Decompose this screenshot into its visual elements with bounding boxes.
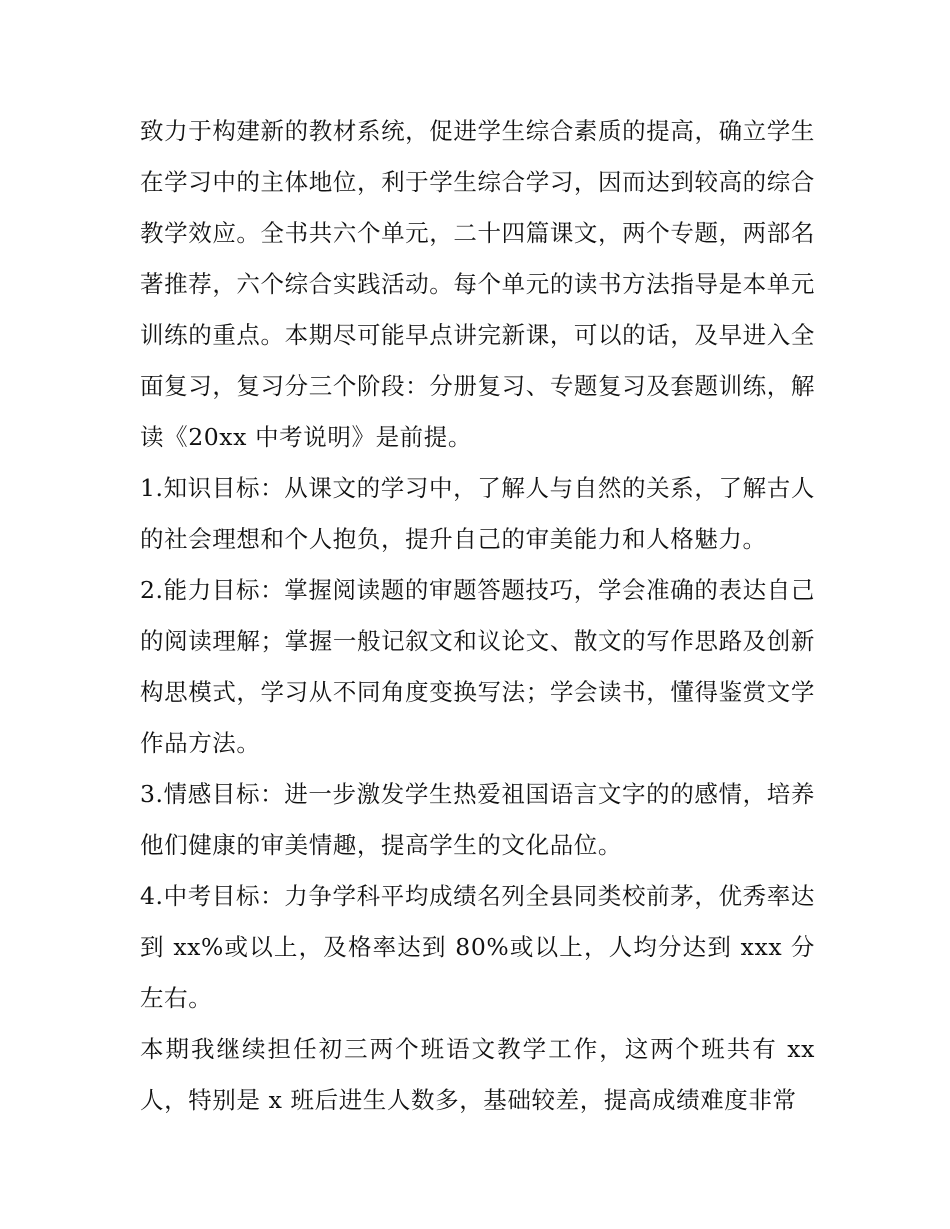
paragraph-knowledge-goal: 1.知识目标：从课文的学习中，了解人与自然的关系，了解古人的社会理想和个人抱负，提升自己的审美能力和人格魅力。: [140, 474, 815, 553]
paragraph-emotion-goal: 3.情感目标：进一步激发学生热爱祖国语言文字的的感情，培养他们健康的审美情趣，提高学生的文化品位。: [140, 780, 815, 859]
document-body: [140, 106, 815, 1126]
paragraph-class-situation: 本期我继续担任初三两个班语文教学工作，这两个班共有 xx 人，特别是 x 班后进生人数多，基础较差，提高成绩难度非常: [140, 1035, 815, 1114]
paragraph-intro: 致力于构建新的教材系统，促进学生综合素质的提高，确立学生在学习中的主体地位，利于学生综合学习，因而达到较高的综合教学效应。全书共六个单元，二十四篇课文，两个专题，两部名著推荐，六个综合实践活动。每个单元的读书方法指导是本单元训练的重点。本期尽可能早点讲完新课，可以的话，及早进入全面复习，复习分三个阶段：分册复习、专题复习及套题训练，解读《20xx 中考说明》是前提。: [140, 117, 815, 451]
paragraph-exam-goal: 4.中考目标：力争学科平均成绩名列全县同类校前茅，优秀率达到 xx%或以上，及格率达到 80%或以上，人均分达到 xxx 分左右。: [140, 882, 815, 1012]
paragraph-ability-goal: 2.能力目标：掌握阅读题的审题答题技巧，学会准确的表达自己的阅读理解；掌握一般记叙文和议论文、散文的写作思路及创新构思模式，学习从不同角度变换写法；学会读书，懂得鉴赏文学作品方法。: [140, 576, 815, 757]
